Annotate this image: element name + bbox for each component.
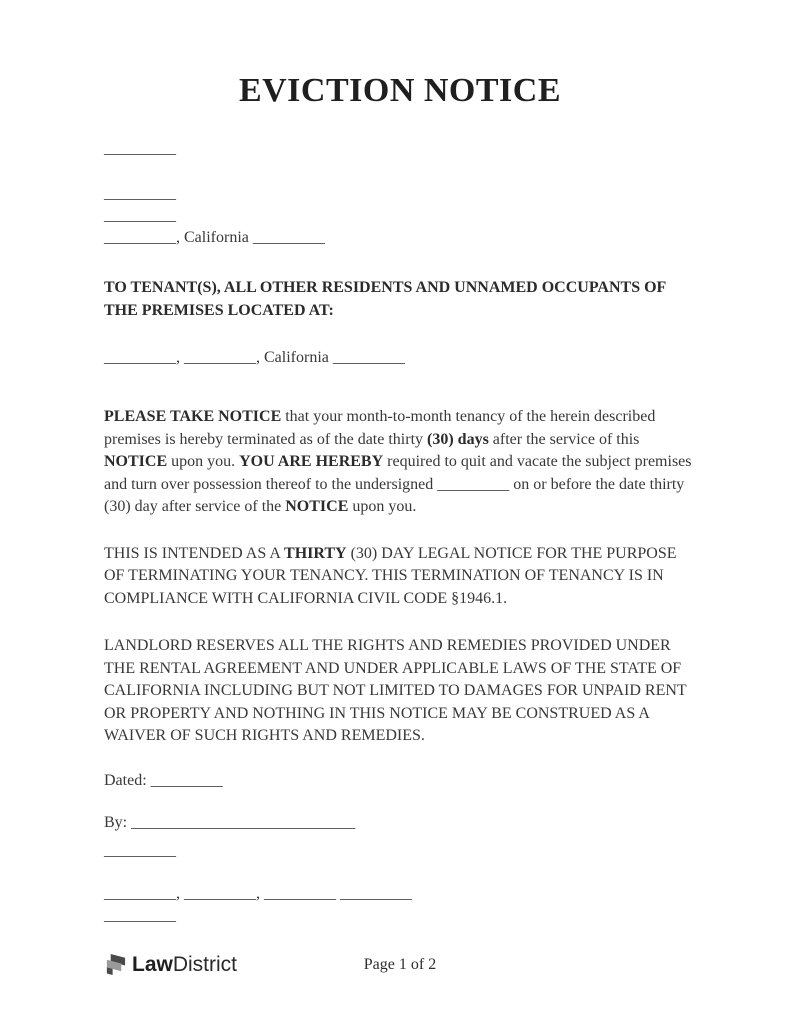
rights-paragraph: LANDLORD RESERVES ALL THE RIGHTS AND REMEDIES PROVIDED UNDER THE RENTAL AGREEMENT AND UNDER APPLICABLE LAWS OF THE STATE OF CALIFORNIA INCLUDING BUT NOT LIMITED TO DAMAGES FOR UNPAID RENT OR PROPERTY AND NOTHING IN THIS NOTICE MAY BE CONSTRUED AS A WAIVER OF SUCH RIGHTS AND REMEDIES. [104,637,687,744]
dated-line: Dated: _________ [104,771,223,789]
intent-paragraph [104,543,696,611]
landlord-city-state-zip-blank: _________, California _________ [104,229,325,246]
signer-address-blank: _________, _________, _________ _________ [104,884,412,902]
signature-block [104,770,696,927]
notice-run: upon you. [167,453,240,470]
notice-paragraph [104,406,696,519]
intent-run: THIS IS INTENDED AS A [104,544,285,562]
intent-run: THIRTY [284,544,347,562]
page-footer [104,948,696,988]
premises-address-blank: _________, _________, California _________ [104,349,405,366]
document-title: EVICTION NOTICE [238,72,562,109]
intent-run: (30) DAY LEGAL NOTICE FOR THE PURPOSE OF TERMINATING YOUR TENANCY. THIS TERMINATION OF TENANCY IS IN COMPLIANCE WITH CALIFORNIA CIVIL CODE §1946.1. [104,544,677,607]
notice-run: after the service of this [488,430,640,448]
notice-run: (30) days [427,430,489,448]
notice-run: YOU ARE HEREBY [239,453,384,470]
notice-run: NOTICE [285,498,349,515]
notice-run: NOTICE [104,453,168,470]
brand-name-regular: District [172,952,238,976]
landlord-unit-blank: _________ [104,207,176,224]
landlord-name-blank: _________ [104,140,176,157]
signer-name-blank: _________ [104,841,176,859]
notice-run: that your month-to-month tenancy of the herein described premises is hereby terminated as of the date thirty [104,408,656,448]
notice-run: PLEASE TAKE NOTICE [104,408,282,425]
page-number: Page 1 of 2 [363,956,437,973]
document-content [0,70,800,927]
recipient-heading: TO TENANT(S), ALL OTHER RESIDENTS AND UNNAMED OCCUPANTS OF THE PREMISES LOCATED AT: [104,279,666,319]
brand-name-bold: Law [132,952,173,976]
landlord-street-blank: _________ [104,185,176,202]
landlord-address-block [104,138,696,249]
by-signature-line: By: ____________________________ [104,814,356,831]
notice-run: required to quit and vacate the subject premises and turn over possession thereof to the undersigned _________ on or before the date thirty (30) day after service of the [104,453,692,515]
signer-phone-blank: _________ [104,906,176,924]
notice-run: upon you. [348,498,417,515]
